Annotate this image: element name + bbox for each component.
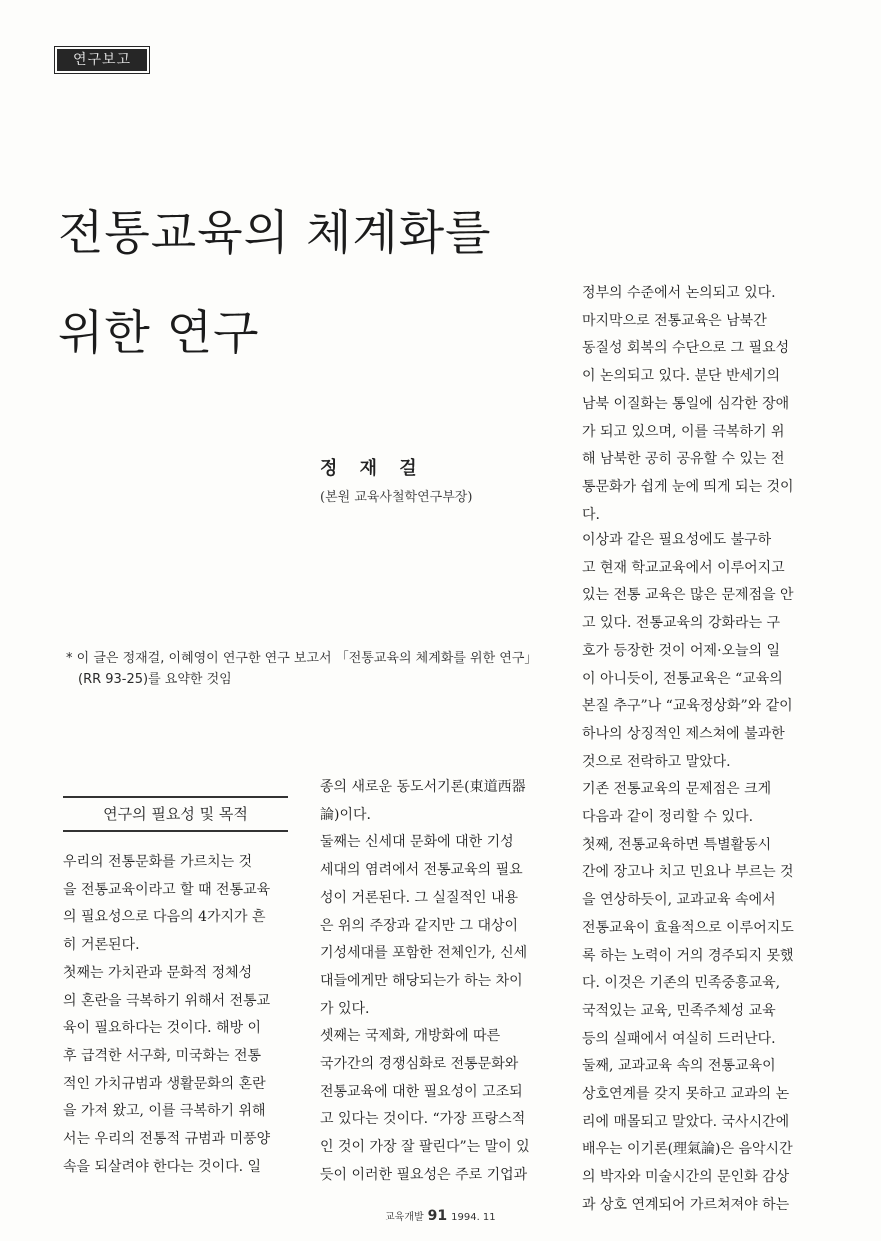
text-line: 인 것이 가장 잘 팔린다”는 말이 있	[320, 1139, 530, 1156]
text-line: 의 혼란을 극복하기 위해서 전통교	[63, 992, 271, 1009]
issue-date: 1994. 11	[451, 1212, 496, 1223]
journal-name: 교육개발	[385, 1212, 424, 1223]
text-line: 서는 우리의 전통적 규범과 미풍양	[63, 1131, 271, 1148]
body-column-1	[63, 849, 295, 1181]
body-column-3-bottom	[582, 527, 814, 1220]
text-line: 우리의 전통문화를 가르치는 것	[63, 854, 253, 870]
text-line: 본질 추구”나 “교육정상화”와 같이	[582, 698, 793, 715]
text-line: 배우는 이기론(理氣論)은 음악시간	[582, 1141, 793, 1158]
text-line: 히 거론된다.	[63, 937, 140, 954]
text-line: 다음과 같이 정리할 수 있다.	[582, 809, 754, 826]
text-line: 고 있다는 것이다. “가장 프랑스적	[320, 1111, 526, 1128]
text-line: 속을 되살려야 한다는 것이다. 일	[63, 1158, 262, 1175]
text-line: 가 있다.	[320, 1000, 370, 1017]
text-line: 종의 새로운 동도서기론(東道西器	[320, 779, 526, 795]
section-heading: 연구의 필요성 및 목적	[63, 796, 288, 832]
text-line: 가 되고 있으며, 이를 극복하기 위	[582, 423, 785, 440]
article-title-line-2: 위한 연구	[58, 306, 260, 361]
text-line: 의 필요성으로 다음의 4가지가 흔	[63, 909, 266, 926]
text-line: 기존 전통교육의 문제점은 크게	[582, 781, 772, 798]
text-line: 등의 실패에서 여실히 드러난다.	[582, 1030, 776, 1047]
text-line: 세대의 염려에서 전통교육의 필요	[320, 862, 523, 879]
body-column-3-top	[582, 280, 814, 529]
text-line: 간에 장고나 치고 민요나 부르는 것	[582, 864, 794, 881]
text-line: 동질성 회복의 수단으로 그 필요성	[582, 340, 790, 357]
text-line: 셋째는 국제화, 개방화에 따른	[320, 1028, 501, 1045]
text-line: 고 현재 학교교육에서 이루어지고	[582, 559, 785, 576]
text-line: 전통교육이 효율적으로 이루어지도	[582, 919, 794, 936]
text-line: 이 논의되고 있다. 분단 반세기의	[582, 368, 781, 385]
footnote-line: * 이 글은 정재걸, 이혜영이 연구한 연구 보고서 「전통교육의 체계화를 위한 연구」	[66, 651, 538, 666]
text-line: 다. 이것은 기존의 민족중흥교육,	[582, 975, 781, 992]
text-line: 첫째, 전통교육하면 특별활동시	[582, 836, 772, 853]
article-title-line-1: 전통교육의 체계화를	[58, 206, 492, 261]
text-line: 은 위의 주장과 같지만 그 대상이	[320, 917, 519, 934]
text-line: 후 급격한 서구화, 미국화는 전통	[63, 1047, 262, 1064]
text-line: 을 가져 왔고, 이를 극복하기 위해	[63, 1103, 266, 1120]
text-line: 성이 거론된다. 그 실질적인 내용	[320, 889, 519, 906]
text-line: 둘째, 교과교육 속의 전통교육이	[582, 1058, 776, 1075]
text-line: 기성세대를 포함한 전체인가, 신세	[320, 945, 528, 962]
footnote-line: (RR 93-25)를 요약한 것임	[78, 672, 232, 687]
text-line: 이 아니듯이, 전통교육은 “교육의	[582, 670, 783, 687]
text-line: 의 박자와 미술시간의 문인화 감상	[582, 1169, 790, 1186]
page-footer	[385, 1208, 496, 1224]
page-number: 91	[427, 1208, 448, 1224]
text-line: 것으로 전락하고 말았다.	[582, 753, 731, 770]
author-affiliation: (본원 교육사철학연구부장)	[320, 490, 473, 505]
author-name: 정 재 걸	[320, 458, 425, 479]
text-line: 상호연계를 갖지 못하고 교과의 논	[582, 1086, 790, 1103]
text-line: 있는 전통 교육은 많은 문제점을 안	[582, 587, 794, 604]
footnote	[66, 648, 546, 690]
text-line: 리에 매몰되고 말았다. 국사시간에	[582, 1113, 790, 1130]
text-line: 이상과 같은 필요성에도 불구하	[582, 532, 772, 548]
text-line: 적인 가치규범과 생활문화의 혼란	[63, 1075, 266, 1092]
text-line: 통문화가 쉽게 눈에 띄게 되는 것이	[582, 478, 794, 495]
text-line: 고 있다. 전통교육의 강화라는 구	[582, 615, 781, 632]
text-line: 전통교육에 대한 필요성이 고조되	[320, 1083, 523, 1100]
text-line: 하나의 상징적인 제스쳐에 불과한	[582, 725, 785, 742]
text-line: 대들에게만 해당되는가 하는 차이	[320, 972, 523, 989]
text-line: 둘째는 신세대 문화에 대한 기성	[320, 834, 514, 851]
text-line: 정부의 수준에서 논의되고 있다.	[582, 285, 776, 301]
text-line: 호가 등장한 것이 어제·오늘의 일	[582, 642, 781, 659]
text-line: 육이 필요하다는 것이다. 해방 이	[63, 1020, 262, 1037]
text-line: 록 하는 노력이 거의 경주되지 못했	[582, 947, 794, 964]
text-line: 을 연상하듯이, 교과교육 속에서	[582, 892, 776, 909]
text-line: 다.	[582, 506, 600, 523]
text-line: 해 남북한 공히 공유할 수 있는 전	[582, 451, 785, 468]
text-line: 듯이 이러한 필요성은 주로 기업과	[320, 1166, 528, 1183]
text-line: 과 상호 연계되어 가르쳐져야 하는	[582, 1196, 790, 1213]
text-line: 첫째는 가치관과 문화적 정체성	[63, 964, 253, 981]
text-line: 論)이다.	[320, 806, 371, 823]
text-line: 을 전통교육이라고 할 때 전통교육	[63, 881, 271, 898]
text-line: 마지막으로 전통교육은 남북간	[582, 312, 767, 329]
text-line: 국가간의 경쟁심화로 전통문화와	[320, 1056, 519, 1073]
body-column-2	[320, 774, 552, 1190]
text-line: 남북 이질화는 통일에 심각한 장애	[582, 395, 790, 412]
text-line: 국적있는 교육, 민족주체성 교육	[582, 1002, 776, 1019]
section-tag: 연구보고	[57, 49, 147, 71]
